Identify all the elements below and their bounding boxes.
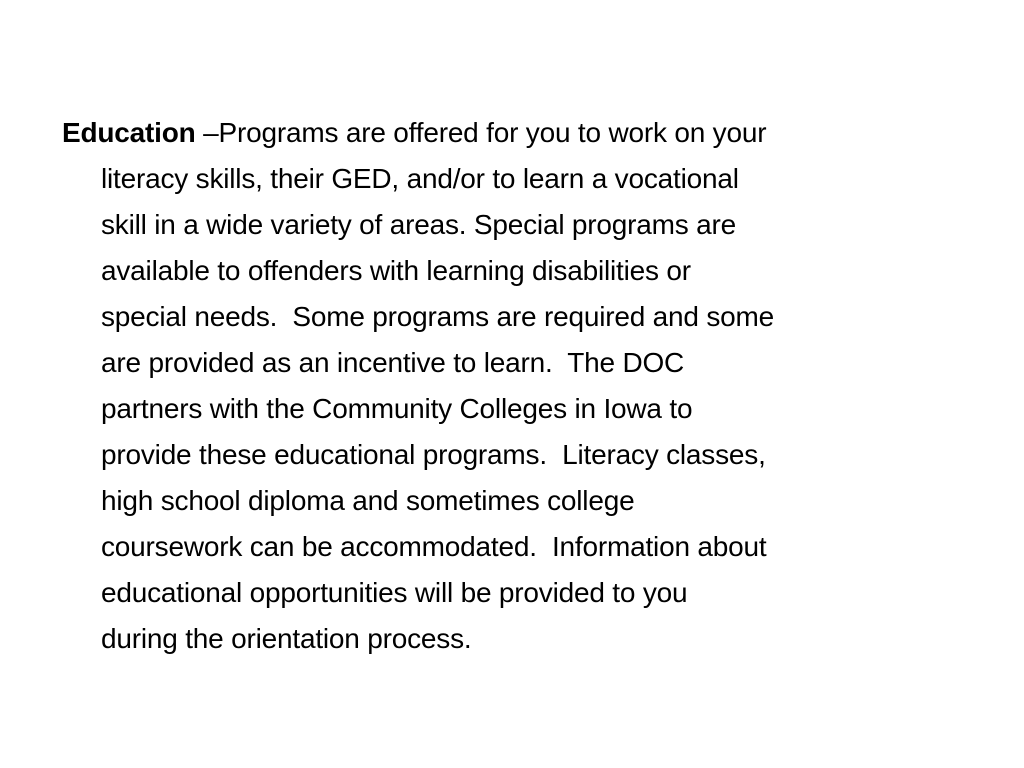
paragraph-line: skill in a wide variety of areas. Special programs are xyxy=(101,209,737,240)
paragraph-line: are provided as an incentive to learn. The DOC xyxy=(101,347,685,378)
paragraph-line: coursework can be accommodated. Information about xyxy=(101,531,767,562)
paragraph-line xyxy=(62,110,972,156)
first-line-text: –Programs are offered for you to work on your xyxy=(195,117,767,148)
paragraph-line: during the orientation process. xyxy=(101,623,472,654)
paragraph-line: available to offenders with learning disabilities or xyxy=(101,255,691,286)
paragraph-line: partners with the Community Colleges in Iowa to xyxy=(101,393,693,424)
education-heading: Education xyxy=(62,117,196,148)
paragraph-line: high school diploma and sometimes college xyxy=(101,485,635,516)
education-paragraph xyxy=(62,110,972,662)
paragraph-line: educational opportunities will be provided to you xyxy=(101,577,688,608)
paragraph-line: literacy skills, their GED, and/or to learn a vocational xyxy=(101,163,739,194)
paragraph-line: provide these educational programs. Literacy classes, xyxy=(101,439,766,470)
paragraph-line: special needs. Some programs are required and some xyxy=(101,301,775,332)
